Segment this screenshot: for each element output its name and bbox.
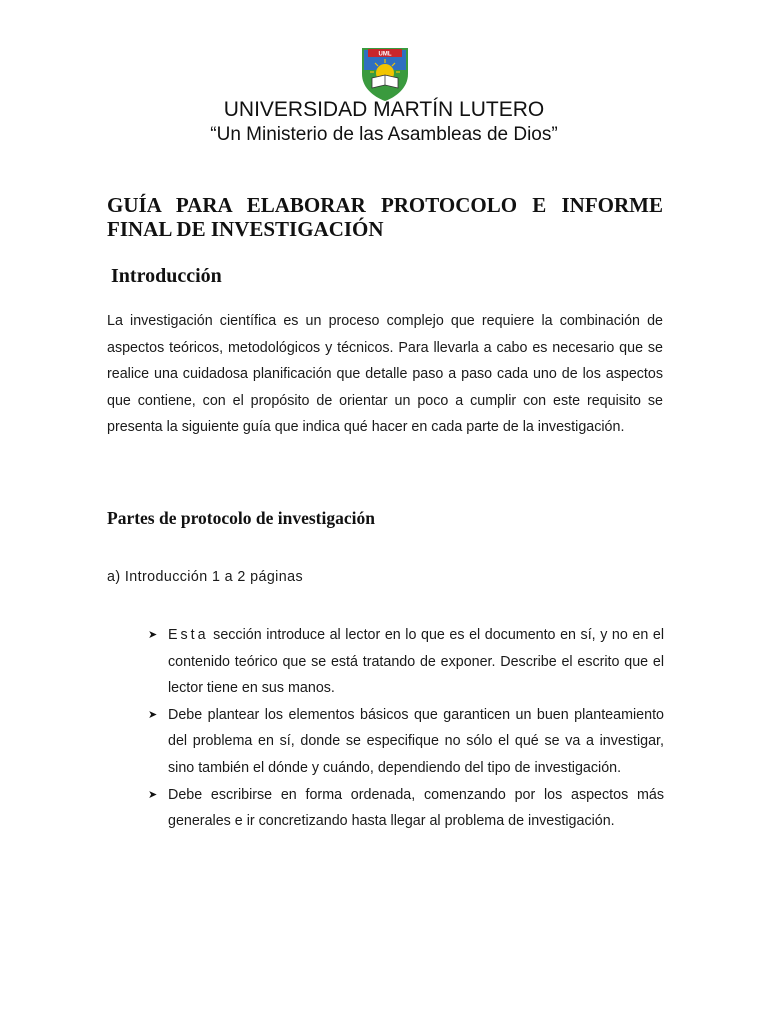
arrow-bullet-icon: ➤	[148, 787, 158, 801]
protocol-parts-heading: Partes de protocolo de investigación	[107, 508, 375, 528]
arrow-bullet-icon: ➤	[148, 707, 158, 721]
document-title-line-2: FINAL DE INVESTIGACIÓN	[107, 217, 384, 241]
university-name: UNIVERSIDAD MARTÍN LUTERO	[223, 98, 545, 121]
crest-banner-text: UML	[378, 51, 392, 58]
bullet-item-2	[146, 702, 664, 782]
list-item-introduction-label: a) Introducción 1 a 2 páginas	[107, 569, 303, 585]
document-title	[107, 193, 663, 241]
bullet-item-3	[146, 782, 664, 835]
bullet-text: sección introduce al lector en lo que es el documento en sí, y no en el contenido teórico que se está tratando de exponer. Describe el escrito que el lector tiene en sus manos.	[168, 627, 664, 697]
arrow-bullet-icon: ➤	[148, 628, 158, 641]
introduction-bullet-list	[146, 622, 664, 835]
bullet-text: Debe escribirse en forma ordenada, comenzando por los aspectos más generales e ir concretizando hasta llegar al problema de investigación.	[168, 786, 664, 830]
introduction-paragraph: La investigación científica es un proceso complejo que requiere la combinación de aspectos teóricos, metodológicos y técnicos. Para llevarla a cabo es necesario que se realice una cuidadosa planificación que detalle paso a paso cada uno de los aspectos que contiene, con el propósito de orientar un poco a cumplir con este requisito se presenta la siguiente guía que indica qué hacer en cada parte de la investigación.	[107, 313, 663, 436]
introduction-heading: Introducción	[111, 265, 222, 287]
university-motto: “Un Ministerio de las Asambleas de Dios”	[210, 124, 558, 145]
bullet-lead-text: Esta	[168, 627, 209, 643]
bullet-item-1	[146, 622, 664, 702]
university-crest-icon	[358, 44, 412, 102]
document-title-line-1: GUÍA PARA ELABORAR PROTOCOLO E INFORME	[107, 193, 663, 217]
bullet-text: Debe plantear los elementos básicos que garanticen un buen planteamiento del problema en sí, donde se especifique no sólo el qué se va a investigar, sino también el dónde y cuándo, dependiendo del tipo de investigación.	[168, 706, 664, 776]
